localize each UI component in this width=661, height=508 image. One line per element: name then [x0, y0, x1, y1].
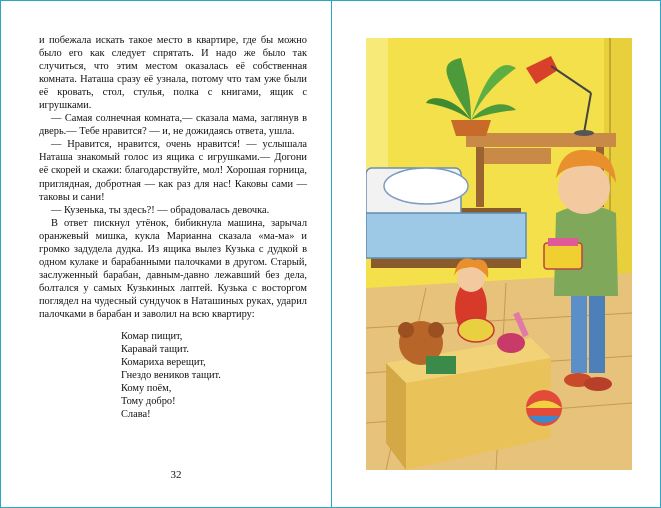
ball: [526, 390, 562, 426]
left-page-text: [39, 34, 307, 421]
paragraph-2: — Самая солнечная комната,— сказала мама, заглянув в дверь.— Тебе нравится? — и, не дожидаясь ответа, ушла.: [39, 113, 307, 138]
poem-line: Каравай тащит.: [121, 344, 189, 356]
poem-line: Комар пищит,: [121, 331, 183, 343]
poem-line: Слава!: [121, 409, 151, 421]
illustration: [366, 38, 632, 470]
gutter-line: [331, 1, 332, 507]
poem-line: Тому добро!: [121, 396, 176, 408]
page-number: 32: [170, 469, 182, 481]
poem: [121, 330, 307, 421]
poem-line: Кому поём,: [121, 383, 172, 395]
paragraph-1: и побежала искать такое место в квартире, где бы можно было его как следует спрятать. И надо же было так случиться, что этим местом оказалась её собственная комната. Наташа сразу её узнала, потому что там уже были её кровать, стол, стулья, полка с книгами, ящик с игрушками.: [39, 35, 307, 112]
paragraph-3: — Нравится, нравится, очень нравится! — услышала Наташа знакомый голос из ящика с игрушками.— Догони её скорей и скажи: благодарствуйте, мол! Хорошая горница, приглядная, добротная — как раз для нас! Каковы сами — таковы и сани!: [39, 139, 307, 203]
poem-line: Гнездо веников тащит.: [121, 370, 221, 382]
paragraph-5: В ответ пискнул утёнок, бибикнула машина, зарычал оранжевый мишка, кукла Марианна сказала «ма-ма» и громко задудела дудка. Из ящика вылез Кузька с дудкой в одном кулаке и барабанными палочками в другом. Старый, заслуженный барабан, давным-давно лежавший без дела, болтался у самых Кузькиных лаптей. Кузька с восторгом поглядел на чудесный сундучок в Наташиных руках, ударил палочками в барабан и заволил на всю квартиру:: [39, 217, 307, 320]
paragraph-4: — Кузенька, ты здесь?! — обрадовалась девочка.: [51, 204, 270, 216]
poem-line: Комариха верещит,: [121, 357, 206, 369]
